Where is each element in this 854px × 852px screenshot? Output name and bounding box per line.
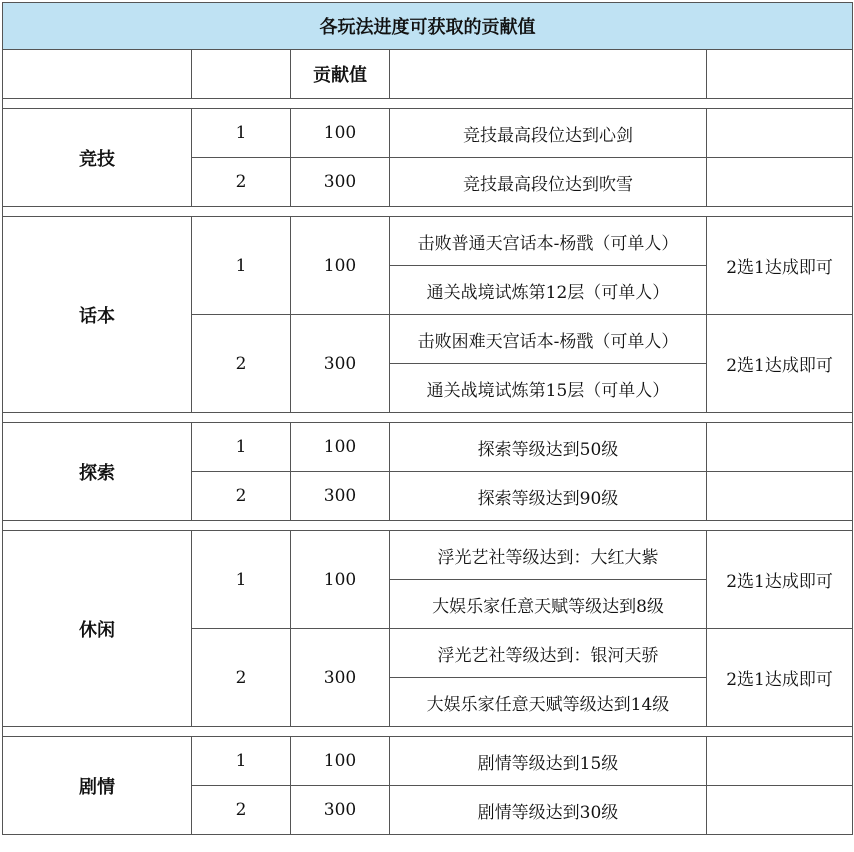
spacer-cell — [3, 207, 853, 217]
table-row — [3, 531, 853, 580]
spacer-cell — [3, 521, 853, 531]
header-cell-contribution: 贡献值 — [291, 50, 390, 99]
requirement-cell: 通关战境试炼第15层（可单人） — [390, 364, 707, 413]
category-cell: 探索 — [3, 423, 192, 521]
note-cell — [707, 472, 853, 521]
section-spacer — [3, 727, 853, 737]
requirement-cell: 通关战境试炼第12层（可单人） — [390, 266, 707, 315]
contribution-value-cell: 300 — [291, 315, 390, 413]
section-spacer — [3, 413, 853, 423]
header-cell-note — [707, 50, 853, 99]
level-cell: 1 — [192, 531, 291, 629]
header-cell-requirement — [390, 50, 707, 99]
note-cell — [707, 109, 853, 158]
note-cell — [707, 786, 853, 835]
requirement-cell: 剧情等级达到30级 — [390, 786, 707, 835]
level-cell: 2 — [192, 158, 291, 207]
contribution-table — [2, 2, 853, 835]
level-cell: 2 — [192, 629, 291, 727]
requirement-cell: 剧情等级达到15级 — [390, 737, 707, 786]
table-title: 各玩法进度可获取的贡献值 — [3, 3, 853, 50]
category-cell: 话本 — [3, 217, 192, 413]
note-cell: 2选1达成即可 — [707, 315, 853, 413]
category-cell: 竞技 — [3, 109, 192, 207]
level-cell: 1 — [192, 217, 291, 315]
header-cell-category — [3, 50, 192, 99]
contribution-value-cell: 300 — [291, 472, 390, 521]
requirement-cell: 浮光艺社等级达到：银河天骄 — [390, 629, 707, 678]
note-cell: 2选1达成即可 — [707, 531, 853, 629]
table-row — [3, 737, 853, 786]
spacer-cell — [3, 99, 853, 109]
category-cell: 休闲 — [3, 531, 192, 727]
level-cell: 1 — [192, 737, 291, 786]
category-cell: 剧情 — [3, 737, 192, 835]
level-cell: 1 — [192, 423, 291, 472]
header-row — [3, 50, 853, 99]
contribution-value-cell: 100 — [291, 423, 390, 472]
requirement-cell: 浮光艺社等级达到：大红大紫 — [390, 531, 707, 580]
contribution-value-cell: 300 — [291, 786, 390, 835]
requirement-cell: 击败普通天宫话本-杨戬（可单人） — [390, 217, 707, 266]
requirement-cell: 大娱乐家任意天赋等级达到8级 — [390, 580, 707, 629]
contribution-value-cell: 300 — [291, 158, 390, 207]
note-cell — [707, 158, 853, 207]
level-cell: 2 — [192, 786, 291, 835]
requirement-cell: 大娱乐家任意天赋等级达到14级 — [390, 678, 707, 727]
contribution-value-cell: 100 — [291, 737, 390, 786]
requirement-cell: 竞技最高段位达到心剑 — [390, 109, 707, 158]
table-row — [3, 217, 853, 266]
contribution-value-cell: 100 — [291, 531, 390, 629]
section-spacer — [3, 521, 853, 531]
contribution-value-cell: 100 — [291, 217, 390, 315]
section-spacer — [3, 99, 853, 109]
contribution-value-cell: 100 — [291, 109, 390, 158]
level-cell: 2 — [192, 472, 291, 521]
table-row — [3, 109, 853, 158]
requirement-cell: 击败困难天宫话本-杨戬（可单人） — [390, 315, 707, 364]
spacer-cell — [3, 413, 853, 423]
level-cell: 2 — [192, 315, 291, 413]
requirement-cell: 竞技最高段位达到吹雪 — [390, 158, 707, 207]
contribution-value-cell: 300 — [291, 629, 390, 727]
table-row — [3, 423, 853, 472]
header-cell-level — [192, 50, 291, 99]
section-spacer — [3, 207, 853, 217]
note-cell — [707, 423, 853, 472]
note-cell: 2选1达成即可 — [707, 217, 853, 315]
note-cell: 2选1达成即可 — [707, 629, 853, 727]
spacer-cell — [3, 727, 853, 737]
requirement-cell: 探索等级达到90级 — [390, 472, 707, 521]
level-cell: 1 — [192, 109, 291, 158]
requirement-cell: 探索等级达到50级 — [390, 423, 707, 472]
note-cell — [707, 737, 853, 786]
